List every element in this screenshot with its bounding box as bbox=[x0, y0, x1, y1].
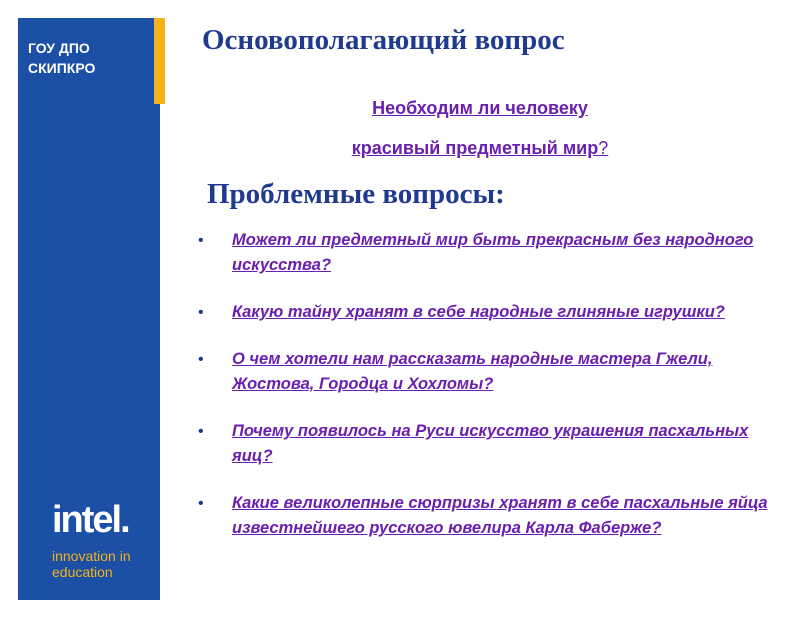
question-link[interactable]: Почему появилось на Руси искусство украшения пасхальных яиц? bbox=[232, 422, 749, 465]
org-line-2: СКИПКРО bbox=[28, 60, 96, 76]
tagline-line-2: education bbox=[52, 564, 113, 580]
bullet-icon: • bbox=[198, 495, 204, 512]
essential-line-2-text[interactable]: красивый предметный мир bbox=[351, 138, 599, 158]
page-title: Основополагающий вопрос bbox=[202, 24, 565, 56]
intel-logo-word: intel. bbox=[52, 499, 129, 541]
org-line-1: ГОУ ДПО bbox=[28, 40, 90, 56]
list-item[interactable] bbox=[196, 300, 776, 325]
accent-strip bbox=[154, 18, 165, 104]
list-item[interactable] bbox=[196, 228, 776, 278]
intel-logo bbox=[52, 500, 142, 540]
question-link[interactable]: Какие великолепные сюрпризы хранят в себе пасхальные яйца известнейшего русского ювелира Карла Фаберже? bbox=[232, 494, 768, 537]
essential-question-line-1 bbox=[290, 88, 670, 128]
bullet-icon: • bbox=[198, 423, 204, 440]
problem-questions-heading: Проблемные вопросы: bbox=[207, 178, 505, 210]
organization-name bbox=[28, 38, 138, 78]
essential-question[interactable] bbox=[290, 88, 670, 168]
bullet-icon: • bbox=[198, 232, 204, 249]
question-link[interactable]: О чем хотели нам рассказать народные мастера Гжели, Жостова, Городца и Хохломы? bbox=[232, 350, 713, 393]
question-link[interactable]: Какую тайну хранят в себе народные глиняные игрушки? bbox=[232, 303, 725, 321]
question-link[interactable]: Может ли предметный мир быть прекрасным без народного искусства? bbox=[232, 231, 754, 274]
list-item[interactable] bbox=[196, 419, 776, 469]
essential-question-line-2 bbox=[290, 128, 670, 168]
tagline-line-1: innovation in bbox=[52, 548, 131, 564]
essential-question-mark: ? bbox=[598, 138, 609, 158]
bullet-icon: • bbox=[198, 304, 204, 321]
essential-line-1-text[interactable]: Необходим ли человеку bbox=[372, 98, 588, 118]
list-item[interactable] bbox=[196, 347, 776, 397]
problem-questions-list bbox=[196, 228, 776, 563]
intel-tagline bbox=[52, 548, 131, 580]
list-item[interactable] bbox=[196, 491, 776, 541]
bullet-icon: • bbox=[198, 351, 204, 368]
